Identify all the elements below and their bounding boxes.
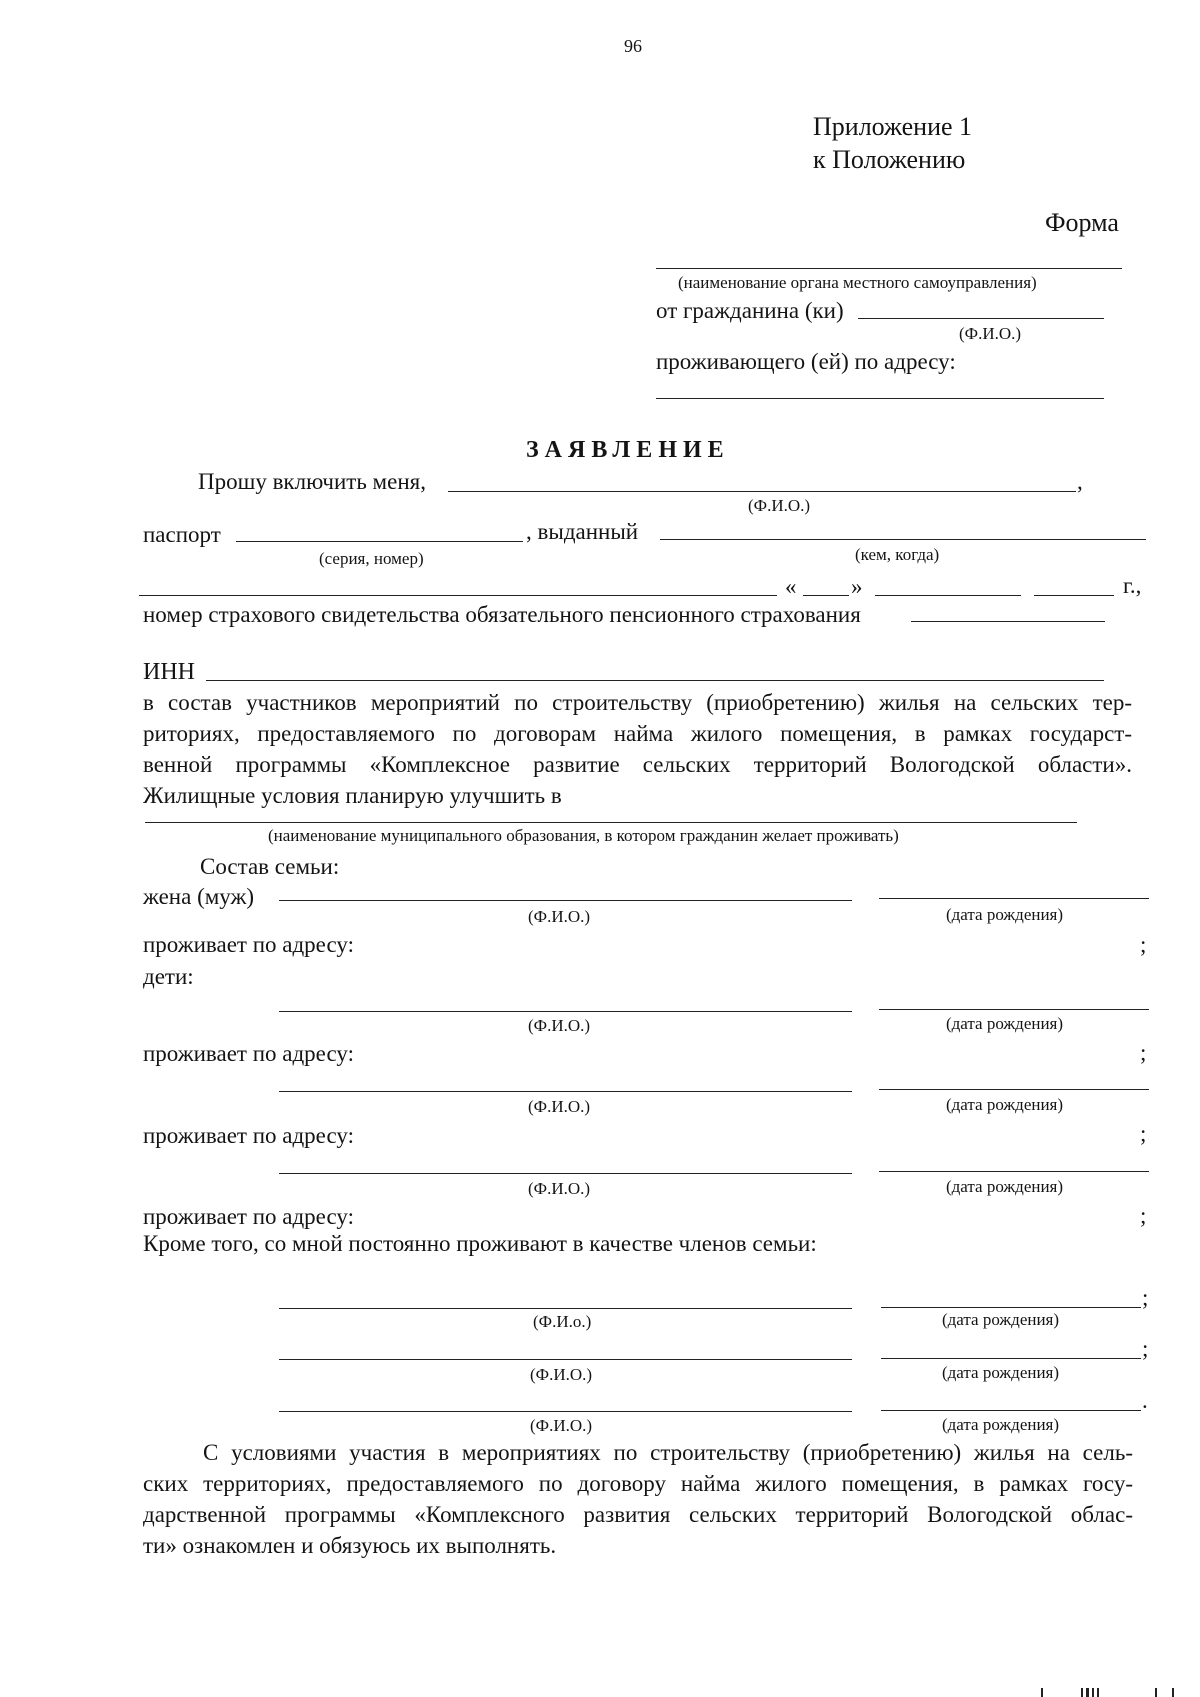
paragraph-line: венной программы «Комплексное развитие сельских территорий Вологодской области».	[143, 752, 1132, 777]
member-1-semicolon: ;	[1142, 1285, 1149, 1310]
citizen-fio-caption: (Ф.И.О.)	[959, 324, 1022, 343]
child-2-fio-field[interactable]	[279, 1091, 852, 1092]
issue-year-field[interactable]	[1034, 595, 1114, 596]
residing-label: проживающего (ей) по адресу:	[656, 349, 956, 374]
child-1-fio-caption: (Ф.И.О.)	[528, 1016, 591, 1035]
participation-paragraph	[143, 687, 1132, 811]
child-2-birth-field[interactable]	[879, 1089, 1149, 1090]
organ-name-field[interactable]	[656, 268, 1122, 269]
spouse-fio-caption: (Ф.И.О.)	[528, 907, 591, 926]
child-1-address-label: проживает по адресу:	[143, 1041, 354, 1066]
member-2-fio-caption: (Ф.И.О.)	[530, 1365, 593, 1384]
child-2-address-label: проживает по адресу:	[143, 1123, 354, 1148]
spouse-address-label: проживает по адресу:	[143, 932, 354, 957]
page-number: 96	[624, 36, 642, 56]
spouse-birth-field[interactable]	[879, 898, 1149, 899]
child-2-birth-caption: (дата рождения)	[946, 1095, 1064, 1114]
snils-label: номер страхового свидетельства обязательного пенсионного страхования	[143, 602, 861, 627]
comma-mark: ,	[1077, 469, 1083, 494]
consent-paragraph	[143, 1437, 1133, 1561]
inn-field[interactable]	[206, 680, 1104, 681]
member-1-fio-field[interactable]	[279, 1308, 852, 1309]
child-2-fio-caption: (Ф.И.О.)	[528, 1097, 591, 1116]
organ-name-caption: (наименование органа местного самоуправления)	[678, 273, 1037, 292]
spouse-birth-caption: (дата рождения)	[946, 905, 1064, 924]
family-heading: Состав семьи:	[200, 854, 340, 879]
child-3-fio-field[interactable]	[279, 1173, 852, 1174]
also-living-label: Кроме того, со мной постоянно проживают в качестве членов семьи:	[143, 1231, 817, 1256]
issued-by-field[interactable]	[660, 539, 1146, 540]
spouse-label: жена (муж)	[143, 884, 255, 909]
appendix-line-2: к Положению	[813, 145, 966, 174]
child-3-address-label: проживает по адресу:	[143, 1204, 354, 1229]
child-3-birth-caption: (дата рождения)	[946, 1177, 1064, 1196]
member-3-birth-field[interactable]	[881, 1410, 1141, 1411]
paragraph-line: С условиями участия в мероприятиях по строительству (приобретению) жилья на сель-	[203, 1440, 1133, 1465]
member-3-fio-field[interactable]	[279, 1411, 852, 1412]
child-3-semicolon: ;	[1140, 1203, 1147, 1228]
member-3-period: .	[1142, 1388, 1148, 1413]
child-1-fio-field[interactable]	[279, 1011, 852, 1012]
children-label: дети:	[143, 964, 194, 989]
close-quote: »	[851, 574, 863, 599]
include-me-label: Прошу включить меня,	[198, 469, 426, 494]
member-2-birth-caption: (дата рождения)	[942, 1363, 1060, 1382]
inn-label: ИНН	[143, 659, 195, 685]
spouse-semicolon: ;	[1140, 932, 1147, 957]
residing-address-field[interactable]	[656, 398, 1104, 399]
applicant-fio-caption: (Ф.И.О.)	[748, 496, 811, 515]
open-quote: «	[785, 574, 797, 599]
spouse-fio-field[interactable]	[279, 900, 852, 901]
issue-month-field[interactable]	[875, 595, 1021, 596]
paragraph-line: Жилищные условия планирую улучшить в	[143, 783, 562, 808]
series-caption: (серия, номер)	[319, 549, 424, 568]
paragraph-line: дарственной программы «Комплексного развития сельских территорий Вологодской облас-	[143, 1502, 1133, 1527]
issued-by-caption: (кем, когда)	[855, 545, 940, 564]
paragraph-line: ти» ознакомлен и обязуюсь их выполнять.	[143, 1533, 557, 1558]
issue-day-field[interactable]	[803, 595, 849, 596]
passport-series-field[interactable]	[236, 541, 523, 542]
form-label: Форма	[1045, 208, 1119, 237]
child-2-semicolon: ;	[1140, 1121, 1147, 1146]
appendix-line-1: Приложение 1	[813, 112, 973, 141]
municipality-field[interactable]	[145, 822, 1077, 823]
member-2-semicolon: ;	[1142, 1336, 1149, 1361]
member-1-birth-field[interactable]	[881, 1307, 1141, 1308]
passport-label: паспорт	[143, 522, 221, 547]
child-1-semicolon: ;	[1140, 1040, 1147, 1065]
member-2-fio-field[interactable]	[279, 1359, 852, 1360]
paragraph-line: риториях, предоставляемого по договорам найма жилого помещения, в рамках государст-	[143, 721, 1132, 746]
snils-field[interactable]	[911, 621, 1105, 622]
issued-label: , выданный	[526, 519, 639, 544]
member-3-birth-caption: (дата рождения)	[942, 1415, 1060, 1434]
child-3-birth-field[interactable]	[879, 1171, 1149, 1172]
citizen-fio-field[interactable]	[858, 318, 1104, 319]
child-1-birth-field[interactable]	[879, 1009, 1149, 1010]
year-suffix: г.,	[1123, 573, 1142, 598]
municipality-caption: (наименование муниципального образования, в котором гражданин желает проживать)	[268, 826, 899, 845]
child-1-birth-caption: (дата рождения)	[946, 1014, 1064, 1033]
member-1-birth-caption: (дата рождения)	[942, 1310, 1060, 1329]
paragraph-line: ских территориях, предоставляемого по договору найма жилого помещения, в рамках госу-	[143, 1471, 1133, 1496]
issued-by-continued-field[interactable]	[139, 595, 777, 596]
from-citizen-label: от гражданина (ки)	[656, 298, 844, 323]
child-3-fio-caption: (Ф.И.О.)	[528, 1179, 591, 1198]
member-2-birth-field[interactable]	[881, 1358, 1141, 1359]
member-3-fio-caption: (Ф.И.О.)	[530, 1416, 593, 1435]
applicant-fio-field[interactable]	[448, 491, 1076, 492]
member-1-fio-caption: (Ф.И.о.)	[533, 1312, 592, 1331]
document-title: ЗАЯВЛЕНИЕ	[526, 437, 730, 463]
paragraph-line: в состав участников мероприятий по строительству (приобретению) жилья на сельских тер-	[143, 690, 1132, 715]
